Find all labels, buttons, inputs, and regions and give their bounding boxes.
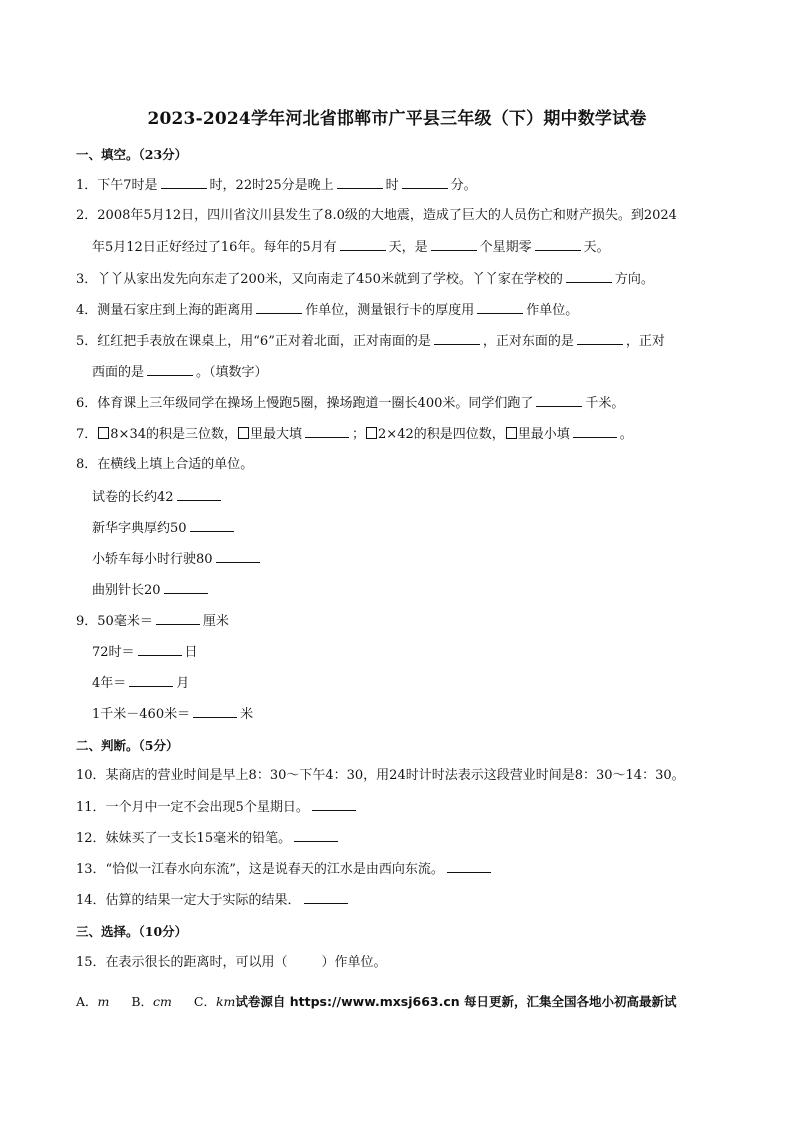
question-8: 8．在横线上填上合适的单位。 xyxy=(76,457,254,472)
question-9-item: 1千米－460米＝ 米 xyxy=(92,707,254,722)
question-12: 12．妹妹买了一支长15毫米的铅笔。 xyxy=(76,829,341,848)
question-4: 4．测量石家庄到上海的距离用 作单位，测量银行卡的厚度用 作单位。 xyxy=(76,303,579,318)
question-8-item: 新华字典厚约50 xyxy=(92,519,237,538)
page-title: 2023-2024学年河北省邯郸市广平县三年级（下）期中数学试卷 xyxy=(147,109,647,129)
answer-blank[interactable] xyxy=(193,705,237,718)
options-and-source xyxy=(76,992,677,1010)
answer-blank[interactable] xyxy=(477,301,523,314)
option-c[interactable]: C．km xyxy=(193,994,236,1009)
question-5-line-1: 5．红红把手表放在课桌上，用“6”正对着北面，正对南面的是 ，正对东面的是 ，正对 xyxy=(76,334,665,349)
question-1: 1．下午7时是 时，22时25分是晚上 时 分。 xyxy=(76,178,477,193)
option-b[interactable]: B．cm xyxy=(131,994,172,1009)
answer-blank[interactable] xyxy=(177,488,221,501)
digit-box xyxy=(366,427,377,439)
answer-blank[interactable] xyxy=(216,550,260,563)
question-15: 15．在表示很长的距离时，可以用（ ）作单位。 xyxy=(76,955,387,970)
answer-blank[interactable] xyxy=(577,332,623,345)
answer-blank[interactable] xyxy=(447,860,491,873)
question-5-line-2: 西面的是 。（填数字） xyxy=(92,365,268,380)
answer-blank[interactable] xyxy=(164,581,208,594)
answer-blank[interactable] xyxy=(566,270,612,283)
answer-blank[interactable] xyxy=(294,829,338,842)
question-14: 14．估算的结果一定大于实际的结果． xyxy=(76,891,351,910)
answer-blank[interactable] xyxy=(312,798,356,811)
section-judgement: 二、判断。（5分） xyxy=(76,738,179,753)
answer-blank[interactable] xyxy=(431,238,477,251)
question-9-item: 4年＝ 月 xyxy=(92,676,190,691)
answer-blank[interactable] xyxy=(129,674,173,687)
answer-blank[interactable] xyxy=(573,425,617,438)
answer-blank[interactable] xyxy=(256,301,302,314)
answer-blank[interactable] xyxy=(340,238,386,251)
question-7: 7． 8×34的积是三位数， 里最大填 ； 2×42的积是四位数， 里最小填 。 xyxy=(76,427,633,442)
question-2-line-2: 年5月12日正好经过了16年。每年的5月有 天，是 个星期零 天。 xyxy=(92,240,610,255)
question-8-item: 小轿车每小时行驶80 xyxy=(92,550,263,569)
answer-blank[interactable] xyxy=(138,643,182,656)
question-2-line-1: 2．2008年5月12日，四川省汶川县发生了8.0级的大地震，造成了巨大的人员伤亡和财产损失。到2024 xyxy=(76,208,677,223)
digit-box xyxy=(506,427,517,439)
answer-blank[interactable] xyxy=(305,425,349,438)
section-fill-blank: 一、填空。（23分） xyxy=(76,147,188,162)
source-banner: 试卷源自 https://www.mxsj663.cn 每日更新，汇集全国各地小初高最新试 xyxy=(235,994,677,1009)
answer-blank[interactable] xyxy=(535,238,581,251)
question-6: 6．体育课上三年级同学在操场上慢跑5圈，操场跑道一圈长400米。同学们跑了 千米。 xyxy=(76,396,625,411)
question-3: 3．丫丫从家出发先向东走了200米，又向南走了450米就到了学校。丫丫家在学校的 方向。 xyxy=(76,272,654,287)
answer-blank[interactable] xyxy=(402,176,448,189)
question-8-item: 曲别针长20 xyxy=(92,581,211,600)
question-10: 10．某商店的营业时间是早上8：30～下午4：30，用24时计时法表示这段营业时间是8：30～14：30。 xyxy=(76,768,685,783)
question-9-item: 9．50毫米＝ 厘米 xyxy=(76,614,229,629)
digit-box xyxy=(238,427,249,439)
option-a[interactable]: A．m xyxy=(76,994,110,1009)
question-8-item: 试卷的长约42 xyxy=(92,488,224,507)
answer-blank[interactable] xyxy=(190,519,234,532)
answer-blank[interactable] xyxy=(147,363,193,376)
answer-blank[interactable] xyxy=(156,612,200,625)
answer-blank[interactable] xyxy=(434,332,480,345)
question-13: 13．“恰似一江春水向东流”，这是说春天的江水是由西向东流。 xyxy=(76,860,494,879)
answer-blank[interactable] xyxy=(536,394,582,407)
answer-blank[interactable] xyxy=(161,176,207,189)
section-choice: 三、选择。（10分） xyxy=(76,924,188,939)
digit-box xyxy=(98,427,109,439)
answer-blank[interactable] xyxy=(337,176,383,189)
question-9-item: 72时＝ 日 xyxy=(92,645,198,660)
answer-blank[interactable] xyxy=(304,891,348,904)
question-11: 11．一个月中一定不会出现5个星期日。 xyxy=(76,798,359,817)
